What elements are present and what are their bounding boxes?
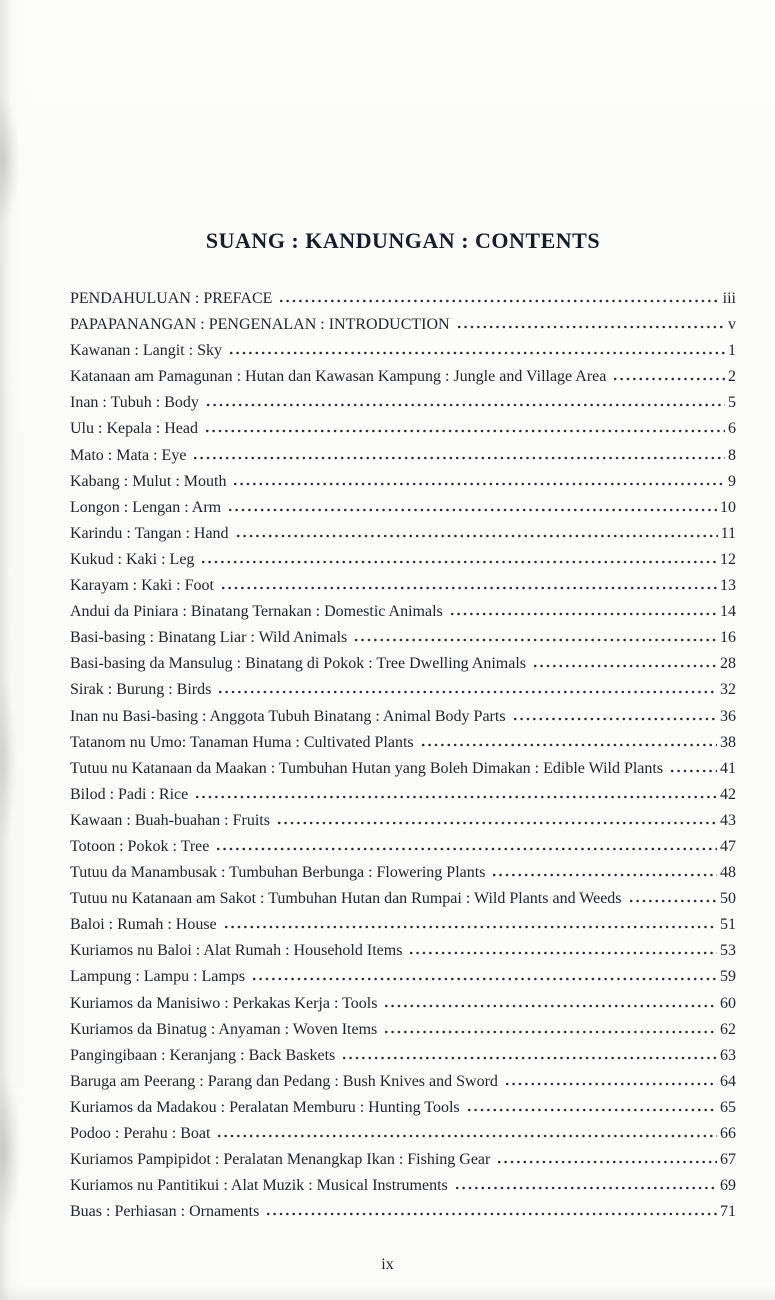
- toc-entry-label: Katanaan am Pamagunan : Hutan dan Kawasan Kampung : Jungle and Village Area: [70, 368, 607, 386]
- dot-leader: [512, 717, 717, 721]
- toc-page-number: 8: [728, 446, 736, 464]
- toc-row: [70, 734, 736, 760]
- toc-row: [70, 890, 736, 916]
- toc-row: [70, 864, 736, 890]
- toc-row: [70, 968, 736, 994]
- dot-leader: [217, 690, 717, 694]
- dot-leader: [265, 1212, 717, 1216]
- toc-row: [70, 1151, 736, 1177]
- dot-leader: [216, 1134, 717, 1138]
- toc-page-number: 14: [720, 603, 736, 621]
- toc-entry-label: Kuriamos nu Pantitikui : Alat Muzik : Musical Instruments: [70, 1177, 448, 1195]
- toc-page-number: iii: [722, 290, 736, 307]
- toc-entry-label: Kuriamos da Binatug : Anyaman : Woven Items: [70, 1020, 378, 1038]
- toc-page-number: 16: [720, 629, 736, 647]
- toc-row: [70, 995, 736, 1021]
- toc-page-number: 47: [720, 837, 736, 855]
- toc-row: [70, 420, 736, 446]
- toc-row: [70, 1125, 736, 1151]
- toc-row: [70, 499, 736, 525]
- toc-entry-label: Kuriamos da Madakou : Peralatan Memburu : Hunting Tools: [70, 1098, 460, 1116]
- toc-entry-label: Kuriamos da Manisiwo : Perkakas Kerja : Tools: [70, 994, 378, 1012]
- dot-leader: [200, 560, 717, 564]
- toc-row: [70, 760, 736, 786]
- dot-leader: [205, 403, 725, 407]
- toc-entry-label: Kawaan : Buah-buahan : Fruits: [70, 811, 270, 829]
- toc-page-number: 5: [728, 394, 736, 412]
- toc-page-number: v: [728, 316, 736, 334]
- toc-row: [70, 290, 736, 316]
- toc-page-number: 69: [720, 1177, 736, 1195]
- toc-entry-label: Lampung : Lampu : Lamps: [70, 968, 246, 986]
- toc-page-number: 1: [728, 342, 736, 360]
- toc-entry-label: Basi-basing : Binatang Liar : Wild Animals: [70, 629, 348, 647]
- toc-page-number: 53: [720, 942, 736, 960]
- dot-leader: [669, 769, 717, 773]
- dot-leader: [420, 743, 717, 747]
- toc-entry-label: Baloi : Rumah : House: [70, 916, 217, 934]
- toc-row: [70, 1047, 736, 1073]
- dot-leader: [204, 429, 725, 433]
- dot-leader: [383, 1030, 717, 1034]
- toc-row: [70, 1177, 736, 1203]
- dot-leader: [278, 299, 719, 303]
- dot-leader: [408, 951, 717, 955]
- dot-leader: [232, 482, 725, 486]
- toc-entry-label: Ulu : Kepala : Head: [70, 420, 198, 438]
- dot-leader: [223, 925, 717, 929]
- folio-page-number: ix: [381, 1256, 394, 1273]
- dot-leader: [504, 1082, 717, 1086]
- toc-page-number: 71: [720, 1203, 736, 1221]
- toc-page-number: 6: [728, 420, 736, 438]
- toc-page-number: 10: [720, 498, 736, 516]
- page-title: SUANG : KANDUNGAN : CONTENTS: [205, 228, 601, 253]
- toc-entry-label: Mato : Mata : Eye: [70, 446, 187, 464]
- toc-row: [70, 473, 736, 499]
- toc-row: [70, 838, 736, 864]
- dot-leader: [215, 847, 717, 851]
- toc-entry-label: Podoo : Perahu : Boat: [70, 1125, 211, 1142]
- toc-page-number: 41: [720, 759, 736, 777]
- toc-row: [70, 812, 736, 838]
- dot-leader: [227, 508, 717, 512]
- toc-page-number: 36: [720, 707, 736, 725]
- toc-page-number: 12: [720, 550, 736, 568]
- toc-row: [70, 1073, 736, 1099]
- toc-row: [70, 681, 736, 707]
- toc-entry-label: Kuriamos Pampipidot : Peralatan Menangkap Ikan : Fishing Gear: [70, 1151, 491, 1169]
- toc-entry-label: Totoon : Pokok : Tree: [70, 837, 210, 855]
- toc-entry-label: Baruga am Peerang : Parang dan Pedang : Bush Knives and Sword: [70, 1072, 498, 1090]
- toc-page-number: 50: [720, 890, 736, 908]
- toc-page-number: 32: [720, 681, 736, 699]
- toc-page-number: 62: [720, 1020, 736, 1038]
- toc-entry-label: Kawanan : Langit : Sky: [70, 342, 222, 360]
- dot-leader: [466, 1108, 717, 1112]
- dot-leader: [235, 534, 718, 538]
- scan-left-edge-shadow: [0, 0, 26, 1300]
- toc-row: [70, 1203, 736, 1229]
- toc-entry-label: Sirak : Burung : Birds: [70, 681, 212, 699]
- dot-leader: [449, 612, 717, 616]
- toc-page-number: 51: [720, 916, 736, 934]
- toc-entry-label: Karindu : Tangan : Hand: [70, 524, 229, 542]
- dot-leader: [491, 873, 717, 877]
- toc-page-number: 67: [720, 1151, 736, 1169]
- toc-page-number: 2: [728, 368, 736, 386]
- toc-page-number: 66: [720, 1125, 736, 1142]
- toc-page-number: 42: [720, 785, 736, 803]
- toc-entry-label: PENDAHULUAN : PREFACE: [70, 290, 273, 307]
- dot-leader: [628, 899, 717, 903]
- toc-row: [70, 342, 736, 368]
- dot-leader: [251, 977, 717, 981]
- toc-row: [70, 1099, 736, 1125]
- toc-page-number: 63: [720, 1046, 736, 1064]
- scan-bottom-edge-shadow: [0, 1286, 775, 1300]
- toc-page-number: 64: [720, 1072, 736, 1090]
- toc-row: [70, 1021, 736, 1047]
- toc-entry-label: Kuriamos nu Baloi : Alat Rumah : Household Items: [70, 942, 403, 960]
- contents-section: [70, 228, 736, 1229]
- dot-leader: [612, 377, 725, 381]
- toc-row: [70, 786, 736, 812]
- toc-row: [70, 603, 736, 629]
- toc-row: [70, 708, 736, 734]
- toc-entry-label: Inan : Tubuh : Body: [70, 394, 199, 412]
- dot-leader: [353, 638, 717, 642]
- dot-leader: [194, 795, 717, 799]
- toc-row: [70, 316, 736, 342]
- toc-entry-label: Basi-basing da Mansulug : Binatang di Pokok : Tree Dwelling Animals: [70, 655, 526, 673]
- toc-row: [70, 577, 736, 603]
- toc-entry-label: Tutuu nu Katanaan am Sakot : Tumbuhan Hutan dan Rumpai : Wild Plants and Weeds: [70, 890, 622, 908]
- toc-page-number: 43: [720, 811, 736, 829]
- toc-entry-label: Andui da Piniara : Binatang Ternakan : Domestic Animals: [70, 603, 443, 621]
- dot-leader: [341, 1056, 717, 1060]
- toc-entry-label: Kabang : Mulut : Mouth: [70, 472, 227, 490]
- toc-page-number: 13: [720, 577, 736, 595]
- toc-row: [70, 551, 736, 577]
- toc-entry-label: Bilod : Padi : Rice: [70, 785, 189, 803]
- toc-row: [70, 447, 736, 473]
- toc-page-number: 38: [720, 733, 736, 751]
- toc-entry-label: Buas : Perhiasan : Ornaments: [70, 1203, 260, 1221]
- toc-entry-label: Kukud : Kaki : Leg: [70, 550, 195, 568]
- toc-row: [70, 916, 736, 942]
- toc-row: [70, 942, 736, 968]
- toc-page-number: 28: [720, 655, 736, 673]
- dot-leader: [276, 821, 717, 825]
- toc-page-number: 60: [720, 994, 736, 1012]
- dot-leader: [192, 456, 725, 460]
- toc-row: [70, 394, 736, 420]
- toc-row: [70, 655, 736, 681]
- toc-page-number: 59: [720, 968, 736, 986]
- table-of-contents: [70, 290, 736, 1229]
- toc-entry-label: Inan nu Basi-basing : Anggota Tubuh Binatang : Animal Body Parts: [70, 707, 506, 725]
- toc-row: [70, 368, 736, 394]
- toc-page-number: 9: [728, 472, 736, 490]
- toc-entry-label: Tatanom nu Umo: Tanaman Huma : Cultivated Plants: [70, 733, 414, 751]
- dot-leader: [456, 325, 725, 329]
- toc-page-number: 48: [720, 864, 736, 882]
- toc-entry-label: Longon : Lengan : Arm: [70, 498, 222, 516]
- toc-row: [70, 525, 736, 551]
- toc-row: [70, 629, 736, 655]
- dot-leader: [496, 1160, 717, 1164]
- toc-page-number: 65: [720, 1098, 736, 1116]
- dot-leader: [454, 1186, 717, 1190]
- toc-entry-label: PAPAPANANGAN : PENGENALAN : INTRODUCTION: [70, 316, 450, 334]
- toc-entry-label: Tutuu da Manambusak : Tumbuhan Berbunga : Flowering Plants: [70, 864, 486, 882]
- toc-entry-label: Tutuu nu Katanaan da Maakan : Tumbuhan Hutan yang Boleh Dimakan : Edible Wild Plants: [70, 759, 664, 777]
- dot-leader: [228, 351, 725, 355]
- toc-entry-label: Pangingibaan : Keranjang : Back Baskets: [70, 1046, 336, 1064]
- dot-leader: [220, 586, 717, 590]
- dot-leader: [383, 1004, 717, 1008]
- toc-entry-label: Karayam : Kaki : Foot: [70, 577, 214, 595]
- toc-page-number: 11: [720, 524, 736, 542]
- dot-leader: [532, 664, 717, 668]
